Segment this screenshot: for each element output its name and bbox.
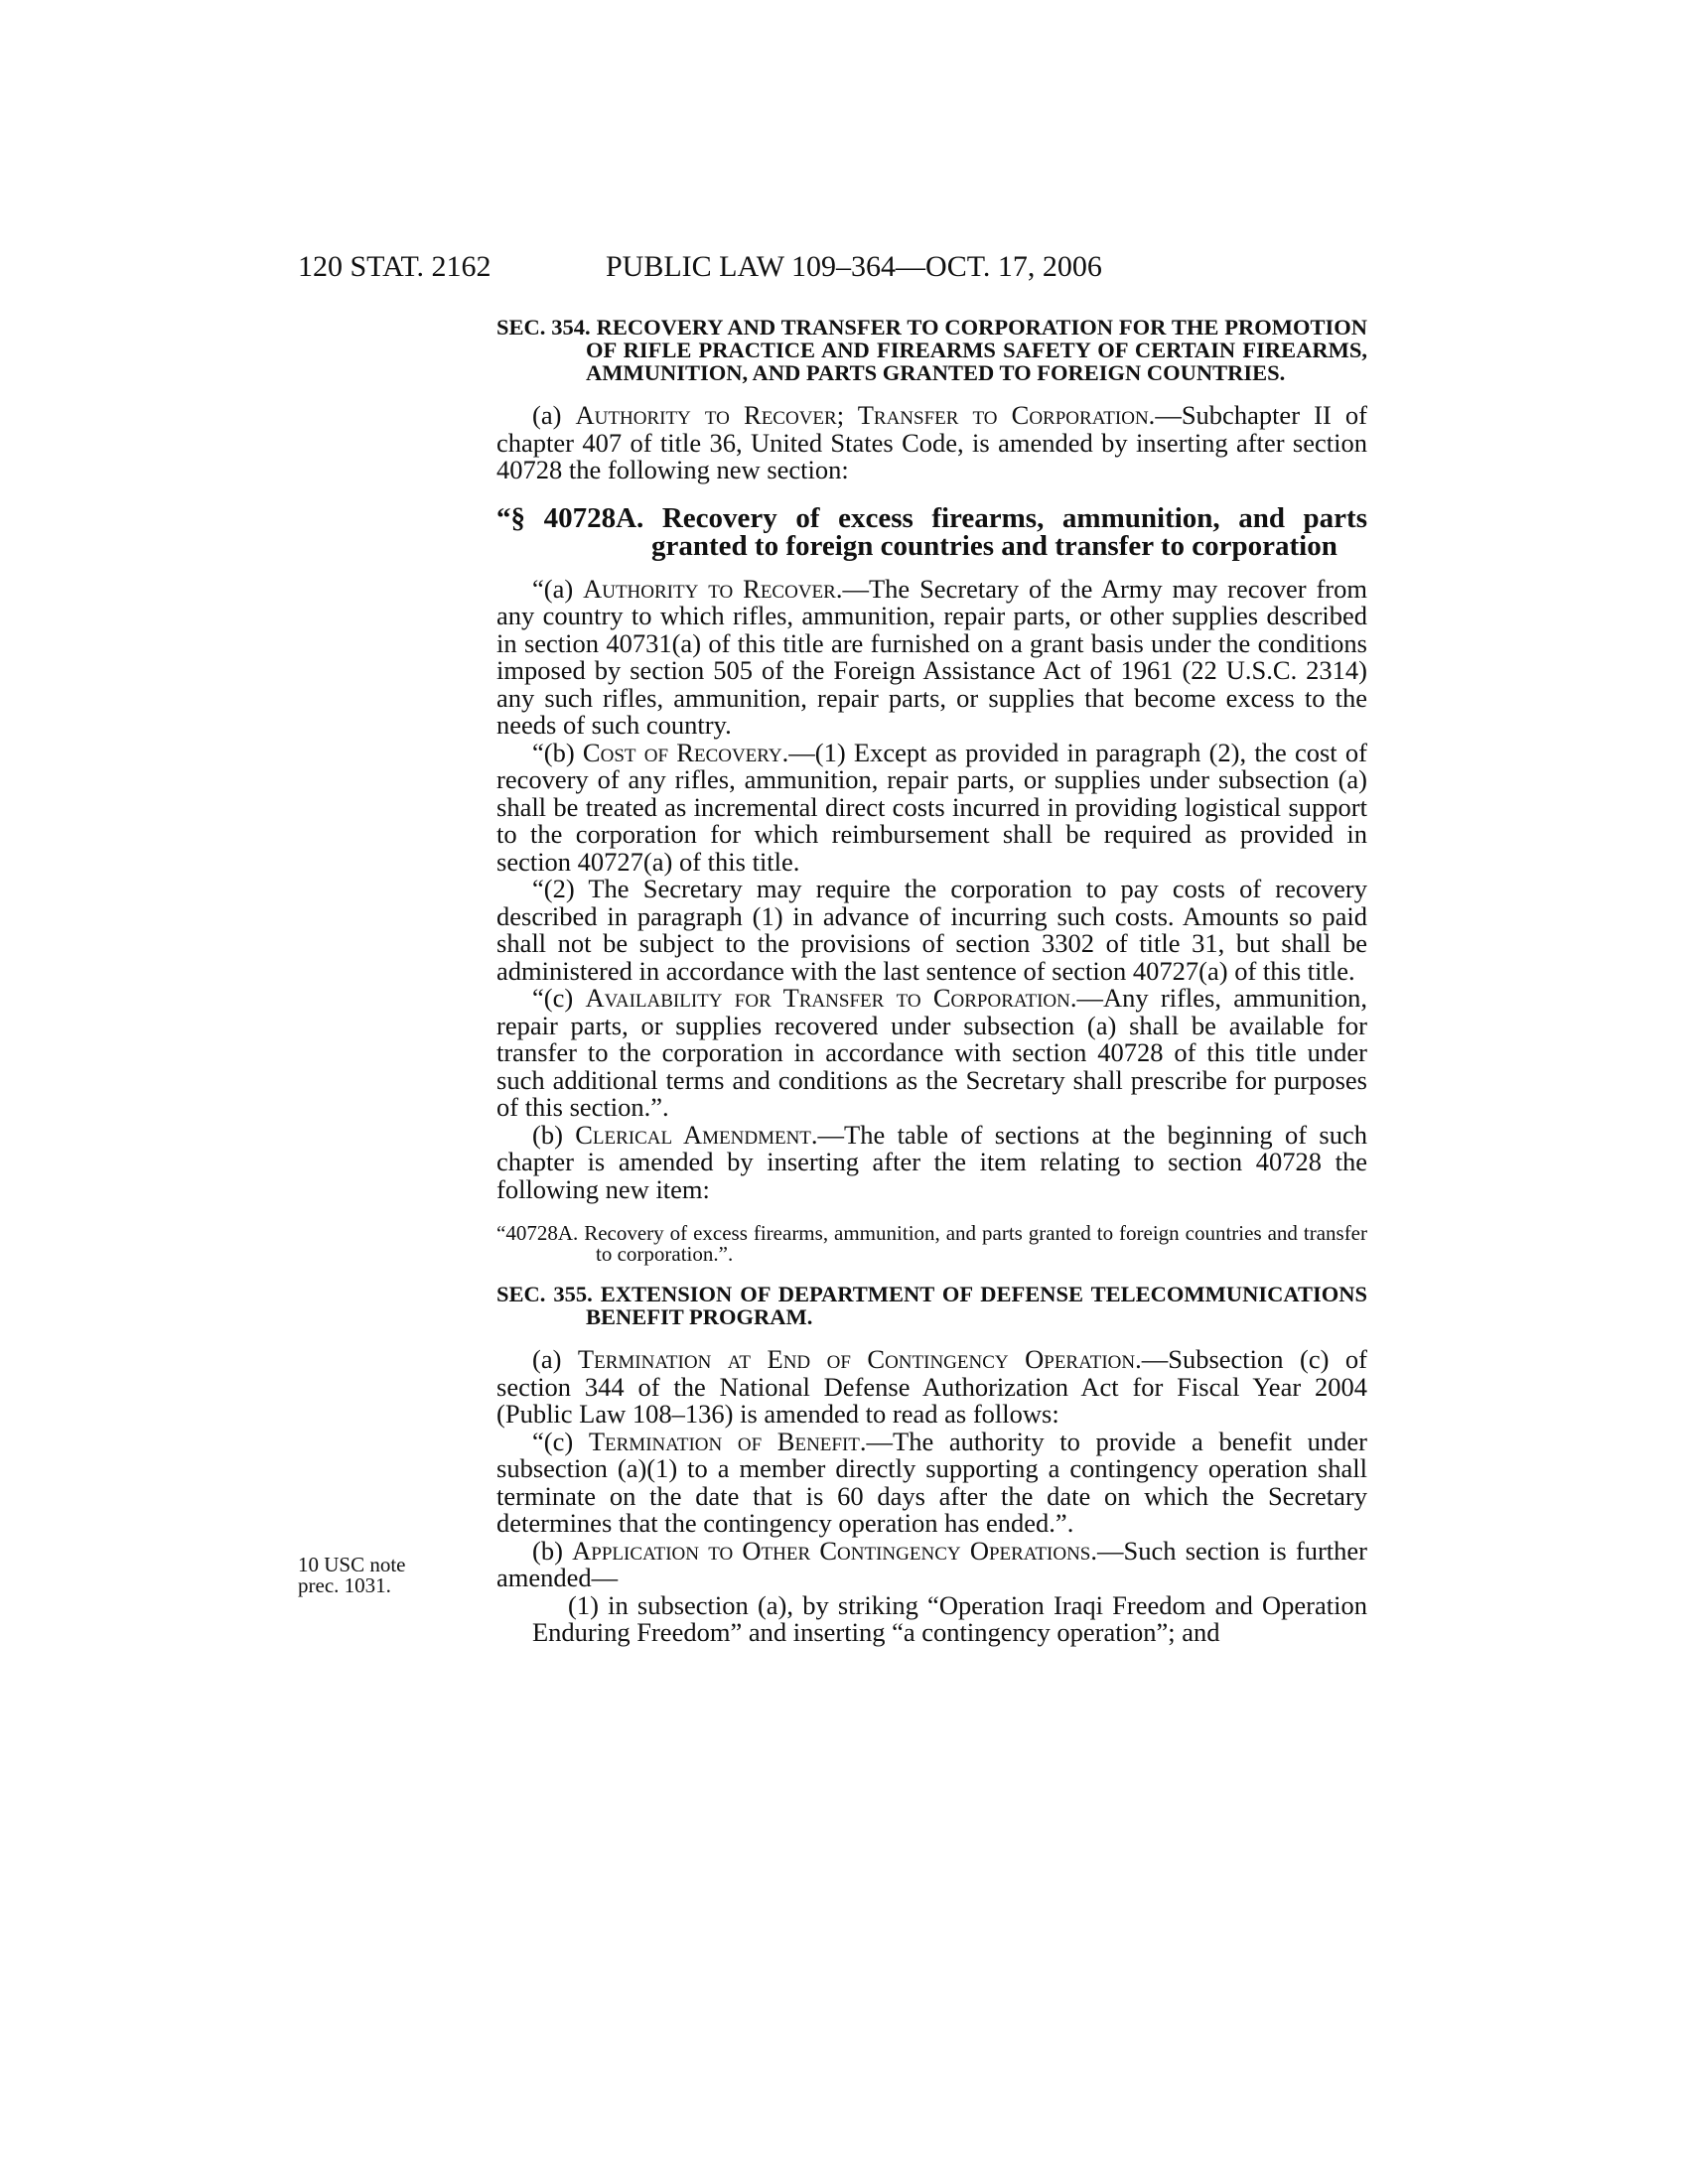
statute-page-number: 120 STAT. 2162 <box>298 250 492 283</box>
new-b-caption: Cost of Recovery. <box>582 737 789 767</box>
page-header <box>298 250 1102 284</box>
sec355-subsection-b: (b) Application to Other Contingency Operations.—Such section is further amended— <box>496 1535 1367 1592</box>
new-section-subsection-b: “(b) Cost of Recovery.—(1) Except as provided in paragraph (2), the cost of recovery of any rifles, ammunition, repair parts, or supplies under subsection (a) shall be treated as incremental direct costs incurred in providing logistical support to the corporation for which reimbursement shall be required as provided in section 40727(a) of this title. <box>496 737 1367 877</box>
section-40728a-heading: “§ 40728A. Recovery of excess firearms, ammunition, and parts granted to foreign countries and transfer to corporation <box>496 501 1367 562</box>
sec355-b-caption: Application to Other Contingency Operations. <box>572 1535 1097 1566</box>
new-c-caption: Availability for Transfer to Corporation. <box>585 983 1077 1013</box>
sec354-a-caption: Authority to Recover; Transfer to Corporation. <box>575 400 1156 430</box>
sec355-a-caption: Termination at End of Contingency Operation. <box>577 1344 1142 1374</box>
sec354-b-caption: Clerical Amendment. <box>575 1119 818 1150</box>
margin-note-line-1: 10 USC note <box>298 1553 406 1576</box>
main-text-column <box>496 316 1367 1647</box>
sec355-c-caption: Termination of Benefit. <box>588 1426 867 1456</box>
section-355-heading: SEC. 355. EXTENSION OF DEPARTMENT OF DEFENSE TELECOMMUNICATIONS BENEFIT PROGRAM. <box>496 1282 1367 1329</box>
public-law-citation: PUBLIC LAW 109–364—OCT. 17, 2006 <box>606 250 1102 283</box>
sec355-subsection-a: (a) Termination at End of Contingency Operation.—Subsection (c) of section 344 of the National Defense Authorization Act for Fiscal Year 2004 (Public Law 108–136) is amended to read as follows: <box>496 1344 1367 1429</box>
new-section-subsection-c: “(c) Availability for Transfer to Corporation.—Any rifles, ammunition, repair parts, or supplies recovered under subsection (a) shall be available for transfer to the corporation in accordance with section 40728 of this title under such additional terms and conditions as the Secretary shall prescribe for purposes of this section.”. <box>496 983 1367 1122</box>
margin-citation-note <box>298 1555 406 1596</box>
new-section-subsection-b-2: “(2) The Secretary may require the corporation to pay costs of recovery described in paragraph (1) in advance of incurring such costs. Amounts so paid shall not be subject to the provisions of section 3302 of title 31, but shall be administered in accordance with the last sentence of section 40727(a) of this title. <box>496 874 1367 986</box>
sec355-paragraph-1: (1) in subsection (a), by striking “Operation Iraqi Freedom and Operation Enduring Freedom” and inserting “a contingency operation”; and <box>532 1589 1367 1647</box>
new-a-caption: Authority to Recover. <box>583 573 843 604</box>
sec354-subsection-a: (a) Authority to Recover; Transfer to Corporation.—Subchapter II of chapter 407 of title 36, United States Code, is amended by inserting after section 40728 the following new section: <box>496 400 1368 484</box>
section-354-heading: SEC. 354. RECOVERY AND TRANSFER TO CORPORATION FOR THE PROMOTION OF RIFLE PRACTICE AND FIREARMS SAFETY OF CERTAIN FIREARMS, AMMUNITION, AND PARTS GRANTED TO FOREIGN COUNTRIES. <box>496 315 1367 385</box>
sec355-quoted-subsection-c: “(c) Termination of Benefit.—The authority to provide a benefit under subsection (a)(1) to a member directly supporting a contingency operation shall terminate on the date that is 60 days after the date on which the Secretary determines that the contingency operation has ended.”. <box>496 1426 1368 1538</box>
sec354-subsection-b: (b) Clerical Amendment.—The table of sections at the beginning of such chapter is amended by inserting after the item relating to section 40728 the following new item: <box>496 1119 1367 1204</box>
margin-note-line-2: prec. 1031. <box>298 1573 391 1597</box>
new-section-subsection-a: “(a) Authority to Recover.—The Secretary of the Army may recover from any country to which rifles, ammunition, repair parts, or other supplies described in section 40731(a) of this title are furnished on a grant basis under the conditions imposed by section 505 of the Foreign Assistance Act of 1961 (22 U.S.C. 2314) any such rifles, ammunition, repair parts, or supplies that become excess to the needs of such country. <box>496 573 1367 740</box>
table-of-sections-item: “40728A. Recovery of excess firearms, ammunition, and parts granted to foreign countries and transfer to corporation.”. <box>496 1221 1367 1266</box>
